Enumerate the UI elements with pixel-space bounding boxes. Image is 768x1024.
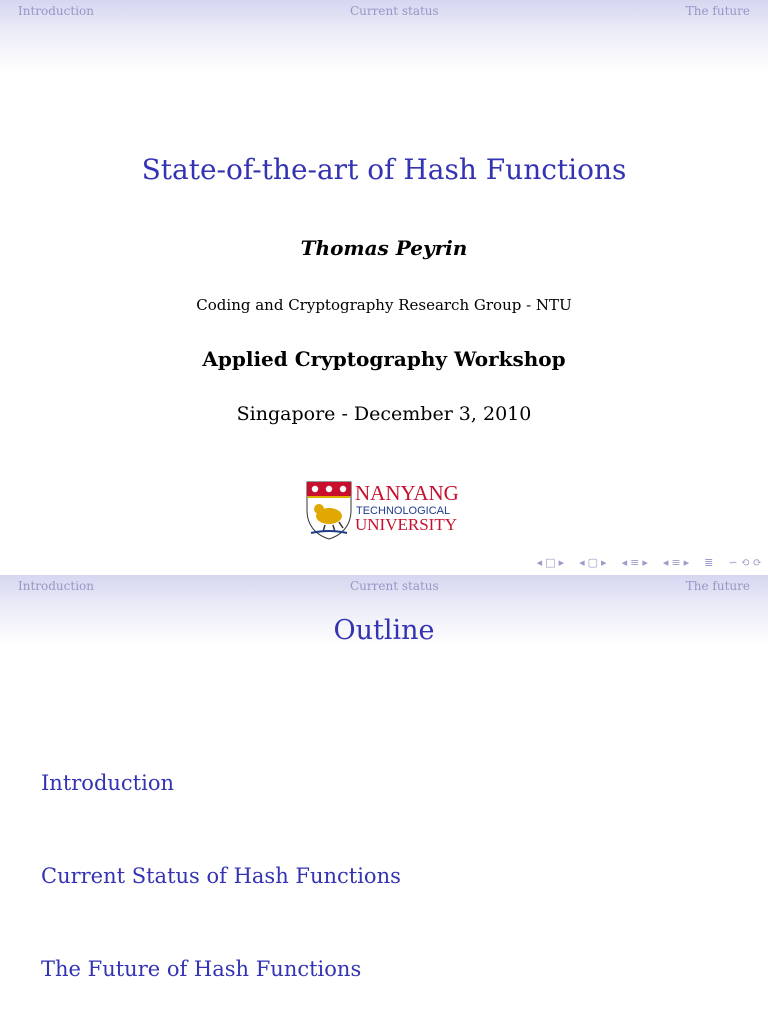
nav-symbol-icon[interactable]: □	[545, 556, 556, 569]
nav-introduction-link[interactable]: Introduction	[18, 4, 94, 18]
nav-symbol-icon[interactable]: ◂	[662, 556, 669, 569]
toc-item-future[interactable]: The Future of Hash Functions	[41, 957, 362, 981]
author-name: Thomas Peyrin	[300, 236, 468, 260]
logo-text-university: UNIVERSITY	[355, 515, 457, 534]
toc-item-current-status[interactable]: Current Status of Hash Functions	[41, 864, 401, 888]
nav-symbol-icon[interactable]: ≣	[704, 556, 714, 569]
event-name: Applied Cryptography Workshop	[202, 347, 566, 371]
nav-symbol-icon[interactable]: ▸	[642, 556, 648, 569]
nav-symbol-icon[interactable]: ▸	[683, 556, 690, 569]
ntu-crest-icon	[307, 482, 351, 539]
nav-symbol-icon[interactable]: ◂	[621, 556, 628, 569]
institute-name: Coding and Cryptography Research Group - NTU	[196, 296, 572, 314]
nav-symbol-icon[interactable]: ▸	[558, 556, 565, 569]
beamer-navigation-symbols[interactable]	[537, 556, 762, 570]
nav-symbol-icon[interactable]: ◂	[536, 556, 543, 569]
logo-text-technological: TECHNOLOGICAL	[356, 505, 451, 517]
outline-slide	[0, 575, 768, 1024]
nav-symbol-icon[interactable]: ▸	[601, 556, 607, 569]
nav-symbol-icon[interactable]: ≡	[630, 556, 640, 569]
nav-current-status-link[interactable]: Current status	[350, 579, 439, 593]
presentation-title: State-of-the-art of Hash Functions	[141, 153, 627, 186]
presentation-date: Singapore - December 3, 2010	[236, 403, 532, 425]
nav-introduction-link[interactable]: Introduction	[18, 579, 94, 593]
nav-current-status-link[interactable]: Current status	[350, 4, 439, 18]
nav-symbol-icon[interactable]: ◂	[579, 556, 585, 569]
nav-symbol-icon[interactable]: ⟲	[740, 556, 750, 569]
nav-the-future-link[interactable]: The future	[685, 579, 750, 593]
nav-the-future-link[interactable]: The future	[685, 4, 750, 18]
nav-symbol-icon[interactable]: ∽	[728, 556, 738, 569]
slide-header	[0, 0, 768, 72]
nav-symbol-icon[interactable]: ⟳	[752, 556, 762, 569]
nav-symbol-icon[interactable]: ▢	[587, 556, 599, 569]
nav-symbol-icon[interactable]: ≡	[671, 556, 681, 569]
logo-text-nanyang: NANYANG	[355, 481, 459, 505]
toc-item-introduction[interactable]: Introduction	[41, 771, 174, 795]
ntu-logo	[305, 480, 470, 540]
frame-title: Outline	[333, 615, 435, 646]
